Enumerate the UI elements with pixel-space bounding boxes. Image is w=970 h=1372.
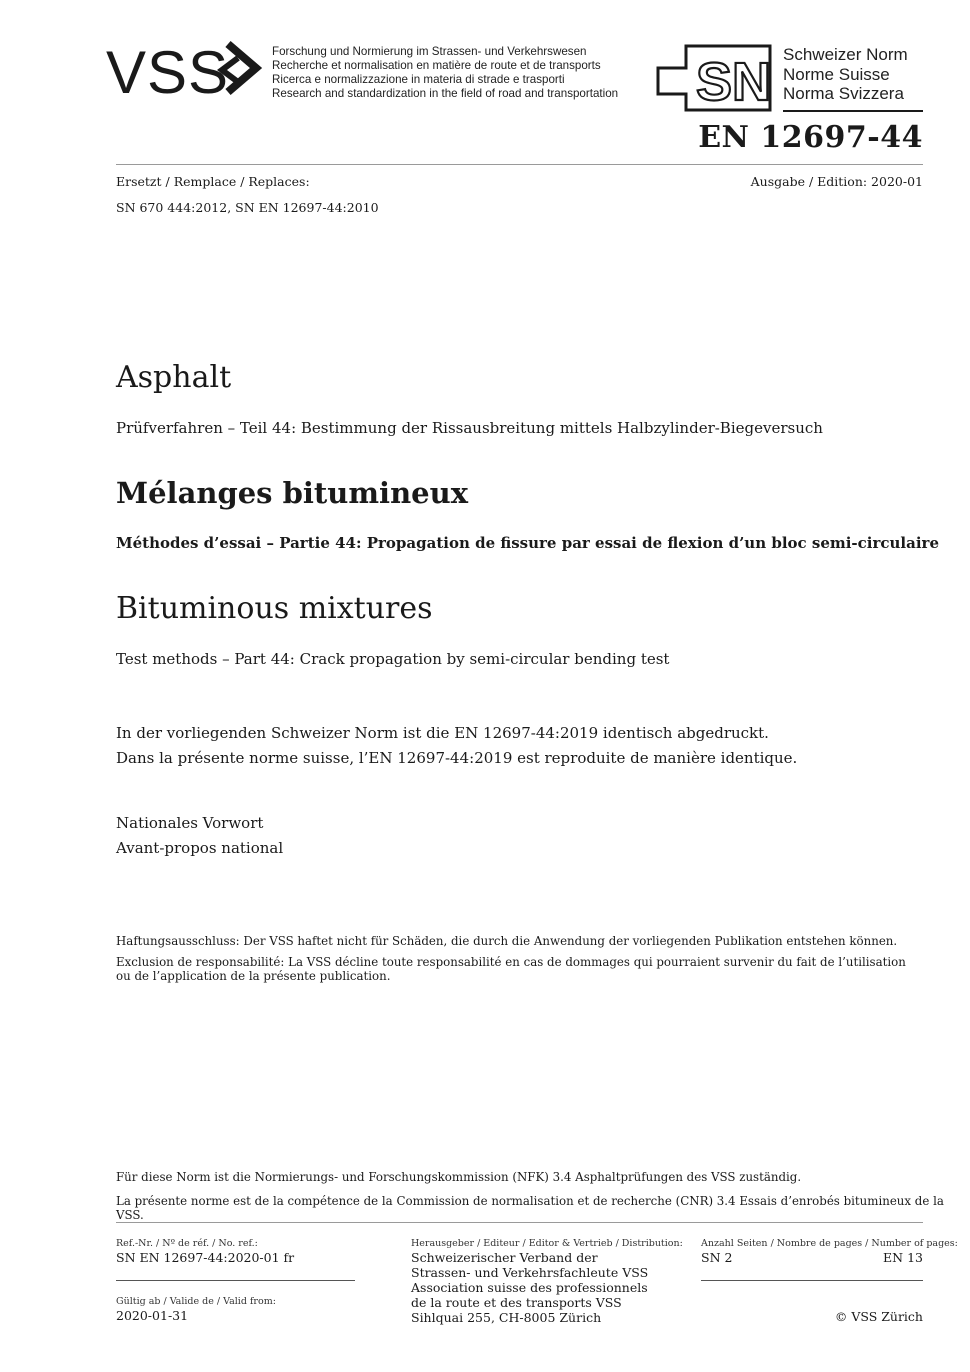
pages-sn: SN 2 [701,1250,733,1265]
pages-label: Anzahl Seiten / Nombre de pages / Number of pages: [701,1238,958,1249]
subtitle-en: Test methods – Part 44: Crack propagation by semi-circular bending test [116,650,670,668]
valid-value: 2020-01-31 [116,1308,189,1323]
sn-underline [783,110,923,112]
ref-label: Ref.-Nr. / Nº de réf. / No. ref.: [116,1238,258,1249]
sn-logo-letters: SN [696,52,772,112]
edition: Ausgabe / Edition: 2020-01 [750,174,923,189]
vss-tagline-line: Forschung und Normierung im Strassen- und Verkehrswesen [272,45,587,58]
vss-chevron-right [228,44,256,92]
vss-tagline-line: Ricerca e normalizzazione in materia di strade e trasporti [272,73,565,86]
publisher-line: Sihlquai 255, CH-8005 Zürich [411,1310,602,1325]
sn-text-line: Norme Suisse [783,64,890,84]
title-de: Asphalt [116,360,232,395]
sn-text-line: Norma Svizzera [783,84,904,103]
publisher-label: Herausgeber / Editeur / Editor & Vertrieb / Distribution: [411,1238,683,1249]
subtitle-fr: Méthodes d’essai – Partie 44: Propagation de fissure par essai de flexion d’un bloc semi-circulaire [116,534,939,552]
disclaimer-fr-line: Exclusion de responsabilité: La VSS décline toute responsabilité en cas de dommages qui pourraient survenir du fait de l’utilisation [116,955,906,969]
header-divider [116,164,923,165]
valid-label: Gültig ab / Valide de / Valid from: [116,1296,276,1307]
identical-note-fr: Dans la présente norme suisse, l’EN 12697-44:2019 est reproduite de manière identique. [116,749,798,767]
title-fr: Mélanges bitumineux [116,476,468,510]
pages-en: EN 13 [883,1250,923,1265]
foreword-de: Nationales Vorwort [116,814,264,832]
vss-logo-text: VSS [106,40,230,100]
sn-text-line: Schweizer Norm [783,45,908,64]
replaces-value: SN 670 444:2012, SN EN 12697-44:2010 [116,200,379,215]
standard-number: EN 12697-44 [698,120,923,155]
vss-logo [106,40,266,100]
identical-note-de: In der vorliegenden Schweizer Norm ist die EN 12697-44:2019 identisch abgedruckt. [116,724,769,742]
pages-divider [701,1280,923,1281]
replaces-label: Ersetzt / Remplace / Replaces: [116,174,310,189]
ref-value: SN EN 12697-44:2020-01 fr [116,1250,295,1265]
disclaimer-fr [116,955,906,983]
publisher-line: de la route et des transports VSS [411,1295,622,1310]
ref-divider [116,1280,355,1281]
copyright: © VSS Zürich [834,1309,923,1324]
disclaimer-de: Haftungsausschluss: Der VSS haftet nicht für Schäden, die durch die Anwendung der vorliegenden Publikation entstehen können. [116,934,898,948]
swiss-norm-logo [656,44,782,114]
vss-tagline-line: Recherche et normalisation en matière de route et de transports [272,59,601,72]
swiss-norm-text [783,45,908,104]
publisher-line: Association suisse des professionnels [411,1280,648,1295]
vss-tagline [272,45,618,101]
publisher-line: Schweizerischer Verband der [411,1250,598,1265]
committee-fr: La présente norme est de la compétence de la Commission de normalisation et de recherche (CNR) 3.4 Essais d’enrobés bitumineux de la VSS. [116,1194,944,1222]
publisher-line: Strassen- und Verkehrsfachleute VSS [411,1265,649,1280]
disclaimer-fr-line: ou de l’application de la présente publication. [116,969,391,983]
title-en: Bituminous mixtures [116,591,433,626]
publisher-address [411,1250,648,1325]
subtitle-de: Prüfverfahren – Teil 44: Bestimmung der Rissausbreitung mittels Halbzylinder-Biegeversuch [116,419,823,437]
footer-divider [116,1222,923,1223]
foreword-fr: Avant-propos national [116,839,284,857]
vss-tagline-line: Research and standardization in the field of road and transportation [272,87,619,100]
committee-de: Für diese Norm ist die Normierungs- und Forschungskommission (NFK) 3.4 Asphaltprüfungen des VSS zuständig. [116,1170,802,1184]
